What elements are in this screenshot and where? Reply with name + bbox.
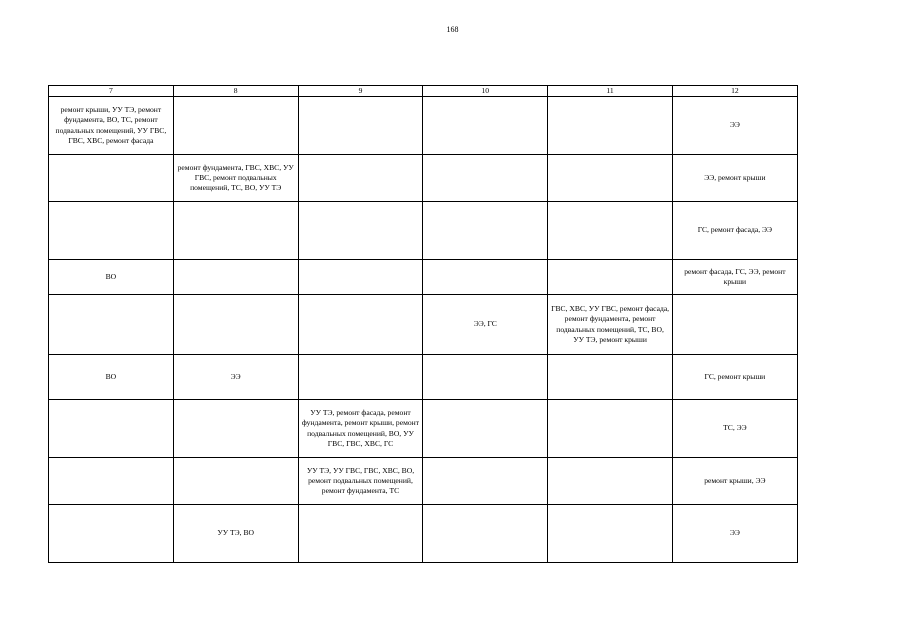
cell-text: ГВС, ХВС, УУ ГВС, ремонт фасада, ремонт фундамента, ремонт подвальных помещений, ТС, ВО, УУ ТЭ, ремонт крыши <box>551 304 670 344</box>
table-cell <box>173 505 298 563</box>
table-cell <box>173 97 298 155</box>
table-row <box>49 155 798 202</box>
table-cell <box>298 355 423 400</box>
table-row <box>49 355 798 400</box>
table-cell <box>173 355 298 400</box>
table-cell <box>298 260 423 295</box>
table-cell <box>548 295 673 355</box>
table-row <box>49 400 798 458</box>
table-cell <box>423 260 548 295</box>
table-cell <box>298 155 423 202</box>
table-cell <box>672 155 797 202</box>
table-cell <box>423 400 548 458</box>
cell-text: УУ ТЭ, УУ ГВС, ГВС, ХВС, ВО, ремонт подвальных помещений, ремонт фундамента, ТС <box>306 465 415 496</box>
cell-text: ремонт крыши, УУ ТЭ, ремонт фундамента, ВО, ТС, ремонт подвальных помещений, УУ ГВС, ГВС, ХВС, ремонт фасада <box>55 105 167 145</box>
table-cell <box>423 202 548 260</box>
table-cell <box>298 400 423 458</box>
column-header-7: 7 <box>49 86 174 97</box>
table-cell <box>548 505 673 563</box>
table-cell <box>672 458 797 505</box>
table-cell <box>298 505 423 563</box>
table-cell <box>173 400 298 458</box>
table-cell <box>548 458 673 505</box>
table-row <box>49 295 798 355</box>
cell-text: ЭЭ <box>230 371 241 381</box>
table-cell <box>49 202 174 260</box>
table-cell <box>298 458 423 505</box>
cell-text: ремонт крыши, ЭЭ <box>704 475 766 485</box>
cell-text: ЭЭ, ремонт крыши <box>704 172 766 182</box>
table-cell <box>49 155 174 202</box>
table-cell <box>298 295 423 355</box>
table-cell <box>173 155 298 202</box>
cell-text: ремонт фасада, ГС, ЭЭ, ремонт крыши <box>684 266 786 286</box>
table-cell <box>548 202 673 260</box>
cell-text: ЭЭ <box>729 120 740 130</box>
data-table <box>48 85 798 563</box>
table-cell <box>423 155 548 202</box>
column-header-9: 9 <box>298 86 423 97</box>
table-cell <box>173 260 298 295</box>
table-cell <box>672 97 797 155</box>
table-cell <box>672 202 797 260</box>
page-number: 168 <box>446 25 459 34</box>
table-cell <box>173 295 298 355</box>
table-cell <box>548 97 673 155</box>
header-row <box>49 86 798 97</box>
table-cell <box>672 295 797 355</box>
table-cell <box>423 505 548 563</box>
cell-text: ремонт фундамента, ГВС, ХВС, УУ ГВС, ремонт подвальных помещений, ТС, ВО, УУ ТЭ <box>177 162 294 193</box>
table-cell <box>173 202 298 260</box>
column-header-10: 10 <box>423 86 548 97</box>
table-cell <box>49 295 174 355</box>
table-row <box>49 97 798 155</box>
cell-text: ЭЭ, ГС <box>473 319 497 329</box>
table-cell <box>548 155 673 202</box>
table-cell <box>548 400 673 458</box>
table-row <box>49 202 798 260</box>
column-header-12: 12 <box>672 86 797 97</box>
table-cell <box>298 97 423 155</box>
cell-text: ГС, ремонт крыши <box>704 371 766 381</box>
table-cell <box>49 97 174 155</box>
cell-text: ВО <box>105 371 117 381</box>
cell-text: ЭЭ <box>729 528 740 538</box>
table-cell <box>672 505 797 563</box>
table-cell <box>49 260 174 295</box>
table-cell <box>49 355 174 400</box>
table-cell <box>423 355 548 400</box>
cell-text: ГС, ремонт фасада, ЭЭ <box>697 225 773 235</box>
table-cell <box>672 260 797 295</box>
table-cell <box>672 355 797 400</box>
table-cell <box>423 97 548 155</box>
table-cell <box>49 505 174 563</box>
table-cell <box>423 295 548 355</box>
table-cell <box>672 400 797 458</box>
table-cell <box>173 458 298 505</box>
cell-text: ВО <box>105 271 117 281</box>
table-cell <box>548 355 673 400</box>
table-row <box>49 458 798 505</box>
column-header-8: 8 <box>173 86 298 97</box>
cell-text: ТС, ЭЭ <box>723 423 747 433</box>
table-cell <box>49 458 174 505</box>
cell-text: УУ ТЭ, ремонт фасада, ремонт фундамента, ремонт крыши, ремонт подвальных помещений, ВО, УУ ГВС, ГВС, ХВС, ГС <box>301 408 420 448</box>
table-row <box>49 260 798 295</box>
table-cell <box>548 260 673 295</box>
table-body <box>49 97 798 563</box>
column-header-11: 11 <box>548 86 673 97</box>
cell-text: УУ ТЭ, ВО <box>217 528 255 538</box>
table-cell <box>298 202 423 260</box>
table-row <box>49 505 798 563</box>
table-cell <box>49 400 174 458</box>
table-cell <box>423 458 548 505</box>
